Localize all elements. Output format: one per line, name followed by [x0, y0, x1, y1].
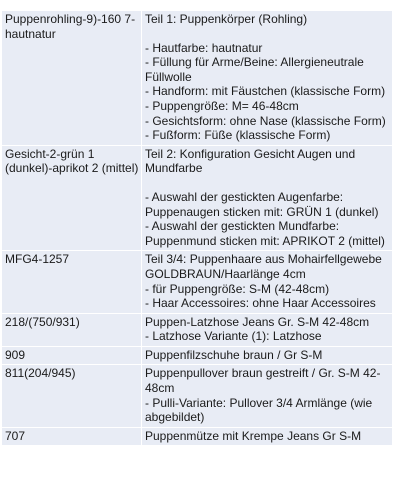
- blank-line: [145, 27, 390, 41]
- table-row: [2, 145, 393, 251]
- table-row: [2, 346, 393, 365]
- item-detail: - Pulli-Variante: Pullover 3/4 Armlänge (wie abgebildet): [145, 395, 373, 425]
- item-description: Puppenfilzschuhe braun / Gr S-M: [145, 347, 323, 362]
- item-detail: - Gesichtsform: ohne Nase (klassische Form): [145, 113, 386, 128]
- item-detail: - Haar Accessoires: ohne Haar Accessoires: [145, 296, 376, 311]
- table-row: [2, 11, 393, 145]
- description-cell: [142, 427, 393, 446]
- item-detail: - Hautfarbe: hautnatur: [145, 40, 263, 55]
- description-cell: [142, 346, 393, 365]
- item-detail: - für Puppengröße: S-M (42-48cm): [145, 281, 330, 296]
- table-row: [2, 365, 393, 427]
- blank-line: [145, 176, 390, 190]
- table-row: [2, 251, 393, 313]
- description-cell: [142, 145, 393, 251]
- item-description: Teil 2: Konfiguration Gesicht Augen und Mundfarbe: [145, 146, 356, 176]
- table-row: [2, 427, 393, 446]
- description-cell: [142, 251, 393, 313]
- article-code: 909: [5, 347, 26, 362]
- article-code: 707: [5, 428, 26, 443]
- item-description: Puppenpullover braun gestreift / Gr. S-M 42-48cm: [145, 366, 381, 396]
- item-description: Puppen-Latzhose Jeans Gr. S-M 42-48cm: [145, 314, 370, 329]
- article-code-cell: [2, 145, 142, 251]
- item-detail: - Handform: mit Fäustchen (klassische Form): [145, 84, 386, 99]
- article-code-cell: [2, 346, 142, 365]
- article-code: MFG4-1257: [5, 252, 70, 267]
- description-cell: [142, 313, 393, 346]
- description-cell: [142, 365, 393, 427]
- item-detail: - Puppengröße: M= 46-48cm: [145, 98, 299, 113]
- item-description: Teil 3/4: Puppenhaare aus Mohairfellgewebe GOLDBRAUN/Haarlänge 4cm: [145, 252, 382, 281]
- article-code-cell: [2, 251, 142, 313]
- order-items-table: [2, 11, 393, 446]
- article-code: 811(204/945): [5, 366, 76, 381]
- article-code-cell: [2, 365, 142, 427]
- article-code: Gesicht-2-grün 1 (dunkel)-aprikot 2 (mittel): [5, 146, 139, 176]
- item-description: Teil 1: Puppenkörper (Rohling): [145, 12, 308, 26]
- article-code-cell: [2, 11, 142, 145]
- item-detail: - Füllung für Arme/Beine: Allergieneutrale Füllwolle: [145, 55, 364, 84]
- article-code-cell: [2, 427, 142, 446]
- table-row: [2, 313, 393, 346]
- item-detail: - Fußform: Füße (klassische Form): [145, 128, 331, 143]
- item-detail: - Auswahl der gestickten Mundfarbe: Puppenmund sticken mit: APRIKOT 2 (mittel): [145, 219, 385, 248]
- description-cell: [142, 11, 393, 145]
- article-code: 218/(750/931): [5, 314, 80, 329]
- item-description: Puppenmütze mit Krempe Jeans Gr S-M: [145, 428, 362, 443]
- item-detail: - Auswahl der gestickten Augenfarbe: Puppenaugen sticken mit: GRÜN 1 (dunkel): [145, 189, 379, 219]
- article-code: Puppenrohling-9)-160 7-hautnatur: [5, 12, 136, 41]
- item-detail: - Latzhose Variante (1): Latzhose: [145, 329, 322, 344]
- article-code-cell: [2, 313, 142, 346]
